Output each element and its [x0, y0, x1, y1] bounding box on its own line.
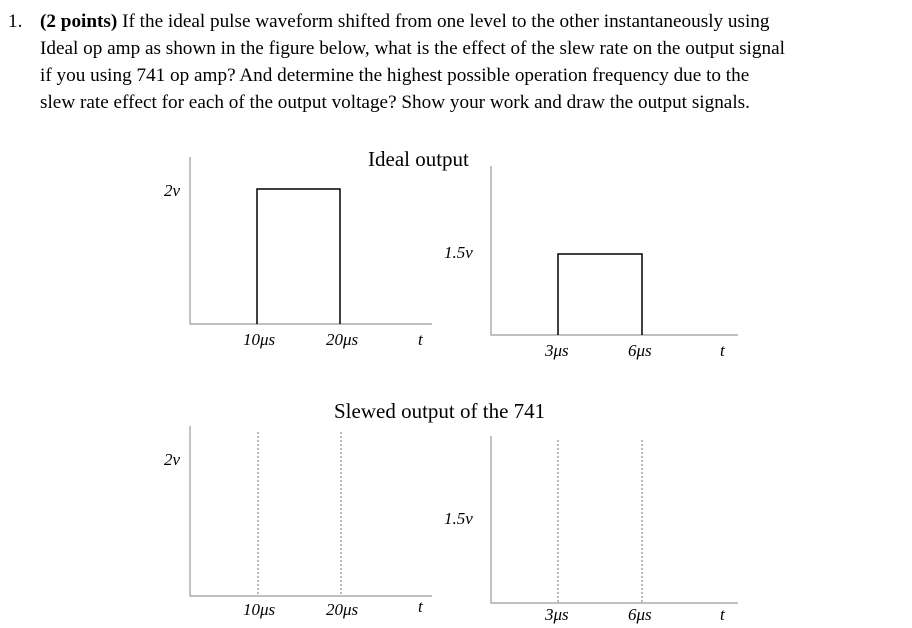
ideal-right-graph: [444, 166, 738, 360]
slewed-left-amplitude-label: 2v: [164, 450, 181, 469]
ideal-right-axes: [491, 166, 738, 335]
slewed-right-amplitude-label: 1.5v: [444, 509, 473, 528]
ideal-right-t2-label: 6μs: [628, 341, 652, 360]
ideal-right-time-axis-label: t: [720, 341, 725, 360]
slewed-left-time-axis-label: t: [418, 597, 423, 616]
question-line-1-text: If the ideal pulse waveform shifted from one level to the other instantaneously using: [117, 11, 770, 32]
question-line-4-text: slew rate effect for each of the output voltage? Show your work and draw the output signals.: [40, 92, 750, 113]
ideal-left-amplitude-label: 2v: [164, 181, 181, 200]
slewed-left-axes: [190, 426, 432, 596]
ideal-left-graph: [164, 157, 432, 349]
question-points: (2 points): [40, 11, 118, 32]
slewed-left-t1-label: 10μs: [243, 600, 276, 619]
ideal-left-axes: [190, 157, 432, 324]
ideal-left-time-axis-label: t: [418, 330, 423, 349]
slewed-output-title: Slewed output of the 741: [334, 399, 546, 423]
slewed-right-axes: [491, 436, 738, 603]
ideal-output-title: Ideal output: [368, 147, 469, 171]
slewed-left-t2-label: 20μs: [326, 600, 359, 619]
slewed-right-t1-label: 3μs: [545, 605, 569, 624]
question-line-3-text: if you using 741 op amp? And determine the highest possible operation frequency due to the: [40, 65, 750, 86]
slewed-right-time-axis-label: t: [720, 605, 725, 624]
ideal-right-pulse: [558, 254, 642, 335]
question-line-2-text: Ideal op amp as shown in the figure below, what is the effect of the slew rate on the output signal: [40, 38, 785, 59]
ideal-left-pulse: [257, 189, 340, 324]
question-number: 1.: [8, 11, 23, 32]
ideal-left-t1-label: 10μs: [243, 330, 276, 349]
ideal-right-amplitude-label: 1.5v: [444, 243, 473, 262]
slewed-right-graph: [444, 436, 738, 624]
slewed-right-t2-label: 6μs: [628, 605, 652, 624]
ideal-left-t2-label: 20μs: [326, 330, 359, 349]
slewed-left-graph: [164, 426, 432, 619]
ideal-right-t1-label: 3μs: [545, 341, 569, 360]
